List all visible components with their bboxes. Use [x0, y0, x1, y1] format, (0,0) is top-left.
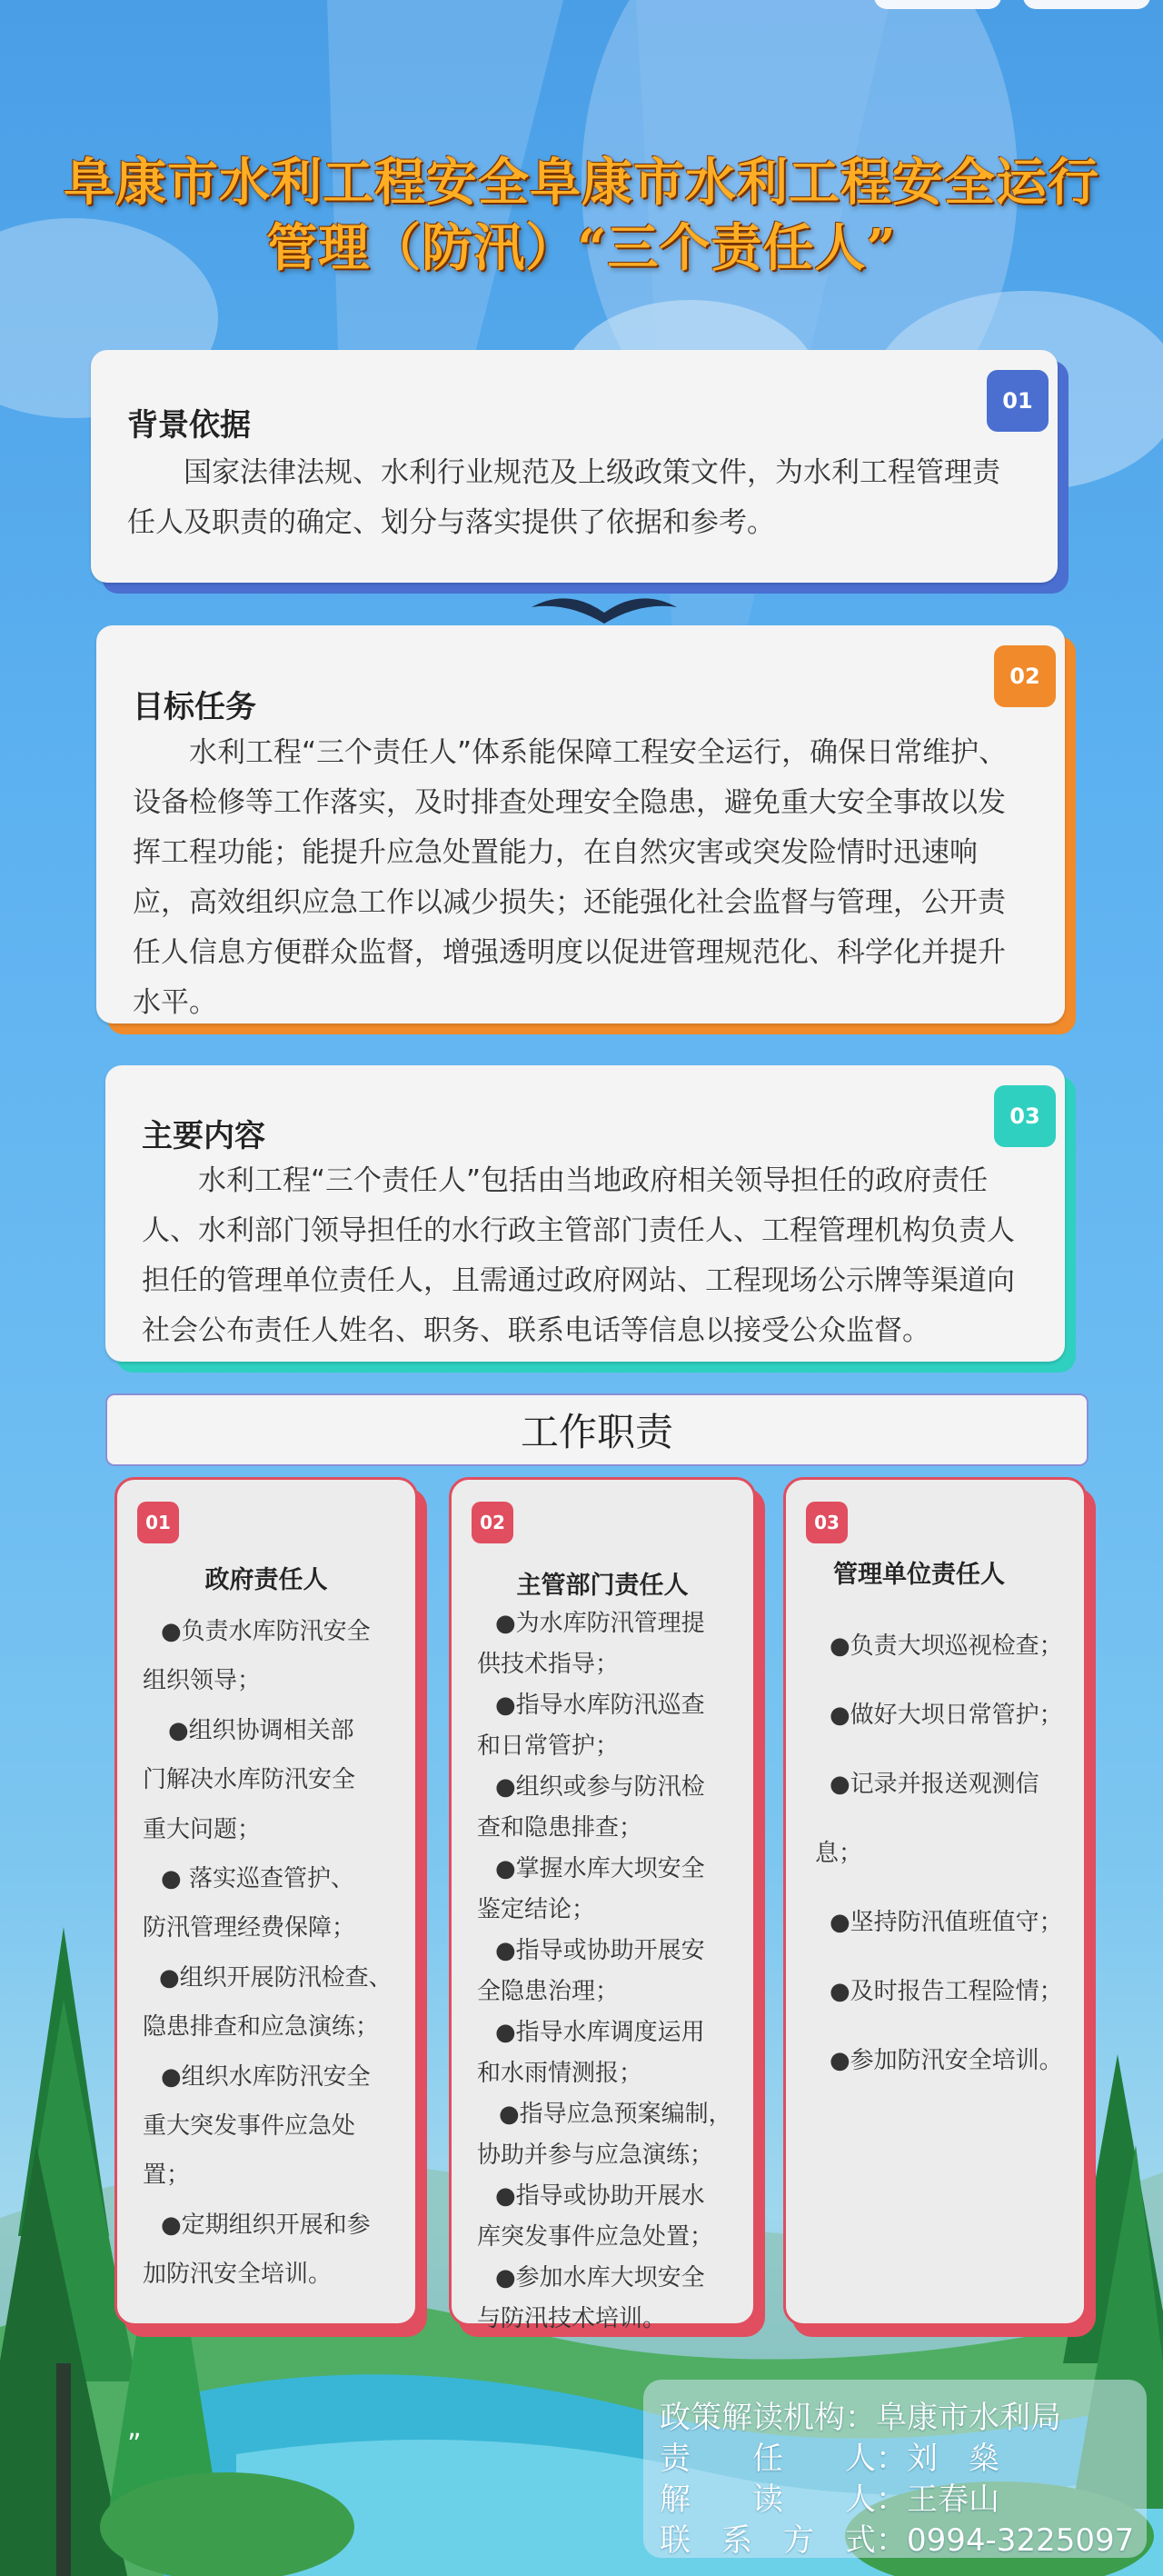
duty-item: ●坚持防汛值班值守； [830, 1909, 1063, 1936]
duty-item: ●指导或协助开展水 [495, 2182, 705, 2210]
section-card-content [105, 1065, 1065, 1362]
section-card-background [91, 350, 1058, 583]
duty-item: ●指导水库调度运用 [495, 2019, 705, 2046]
duty-item: 鉴定结论； [477, 1896, 596, 1923]
duty-item: 和水雨情测报； [477, 2060, 643, 2087]
duty-item: ●为水库防汛管理提 [495, 1610, 705, 1637]
top-pill-right [1023, 0, 1150, 9]
duty-item: ●组织水库防汛安全 [161, 2062, 371, 2091]
column-body [114, 1477, 418, 2326]
duty-item: ●组织或参与防汛检 [495, 1773, 705, 1801]
section-number-badge: 02 [994, 645, 1056, 707]
section-heading: 目标任务 [133, 689, 256, 725]
duty-item: 重大突发事件应急处 [143, 2112, 356, 2141]
duty-item: 与防汛技术培训。 [477, 2305, 667, 2332]
page-title [36, 150, 1127, 281]
duty-item: 门解决水库防汛安全 [143, 1766, 356, 1794]
duty-item: 库突发事件应急处置； [477, 2223, 714, 2251]
footer-reader: 解 读 人：王春山 [660, 2481, 999, 2518]
duty-item: ●参加水库大坝安全 [495, 2264, 705, 2291]
duty-item: 组织领导； [143, 1667, 262, 1695]
duty-item: 防汛管理经费保障； [143, 1914, 356, 1942]
duty-item: 加防汛安全培训。 [143, 2261, 333, 2289]
duty-item: ●掌握水库大坝安全 [495, 1855, 705, 1882]
duty-list [477, 1603, 746, 2340]
duty-item: ●负责水库防汛安全 [161, 1618, 371, 1645]
column-number-badge: 01 [137, 1502, 179, 1543]
duty-item: ●及时报告工程险情； [830, 1978, 1063, 2005]
card-body [105, 1065, 1065, 1362]
duty-item: 和日常管护； [477, 1732, 620, 1760]
footer-responsible: 责 任 人：刘 燊 [660, 2441, 999, 2477]
stray-quote-mark: ” [127, 2429, 142, 2461]
duty-item: ●组织开展防汛检查、 [159, 1963, 393, 1992]
footer-org: 政策解读机构：阜康市水利局 [660, 2400, 1061, 2436]
duty-column-department [449, 1477, 756, 2332]
card-body [96, 625, 1065, 1023]
column-number-badge: 02 [472, 1502, 513, 1543]
top-pill-left [874, 0, 1001, 9]
duty-item: ●记录并报送观测信 [830, 1771, 1039, 1798]
card-body [91, 350, 1058, 583]
section-card-goals [96, 625, 1065, 1023]
column-heading: 管理单位责任人 [833, 1561, 1005, 1589]
bird-icon [532, 598, 677, 624]
title-line-1: 阜康市水利工程安全阜康市水利工程安全运行 [64, 153, 1099, 213]
duty-item: ●参加防汛安全培训。 [830, 2047, 1063, 2074]
duty-item: 查和隐患排查； [477, 1814, 643, 1842]
duty-item: 全隐患治理； [477, 1978, 620, 2005]
duty-list [815, 1612, 1077, 2095]
duty-item: 隐患排查和应急演练； [143, 2013, 380, 2042]
footer-contact: 联 系 方 式：0994-3225097 [660, 2522, 1135, 2559]
section-text: 国家法律法规、水利行业规范及上级政策文件，为水利工程管理责任人及职责的确定、划分与落实提供了依据和参考。 [127, 456, 1000, 539]
section-heading: 主要内容 [142, 1118, 265, 1154]
column-number-badge: 03 [806, 1502, 848, 1543]
duty-column-unit [783, 1477, 1087, 2326]
duty-item: ●指导水库防汛巡查 [495, 1692, 705, 1719]
duty-item: ●做好大坝日常管护； [830, 1702, 1063, 1729]
duty-list [143, 1607, 406, 2300]
column-heading: 主管部门责任人 [516, 1572, 689, 1600]
duty-item: ●指导应急预案编制， [499, 2101, 732, 2128]
duty-item: 息； [815, 1840, 863, 1867]
duty-item: 协助并参与应急演练； [477, 2142, 714, 2169]
duty-item: 置； [143, 2162, 191, 2190]
column-heading: 政府责任人 [204, 1566, 328, 1594]
duty-item: ● 落实巡查管护、 [161, 1865, 354, 1893]
duties-title: 工作职责 [105, 1393, 1088, 1466]
duty-column-government [114, 1477, 418, 2326]
footer-info-panel [643, 2380, 1147, 2558]
duty-item: 供技术指导； [477, 1651, 620, 1678]
duty-item: ●负责大坝巡视检查； [830, 1632, 1063, 1660]
duty-item: 重大问题； [143, 1815, 262, 1843]
duty-item: ●指导或协助开展安 [495, 1937, 705, 1964]
title-line-2: 管理（防汛）“三个责任人” [266, 218, 897, 278]
section-text: 水利工程“三个责任人”体系能保障工程安全运行，确保日常维护、设备检修等工作落实，及时排查处理安全隐患，避免重大安全事故以发挥工程功能；能提升应急处置能力，在自然灾害或突发险情时迅速响应，高效组织应急工作以减少损失；还能强化社会监督与管理，公开责任人信息方便群众监督，增强透明度以促进管理规范化、科学化并提升水平。 [133, 736, 1008, 1019]
column-body [783, 1477, 1087, 2326]
section-text: 水利工程“三个责任人”包括由当地政府相关领导担任的政府责任人、水利部门领导担任的水行政主管部门责任人、工程管理机构负责人担任的管理单位责任人，且需通过政府网站、工程现场公示牌等渠道向社会公布责任人姓名、职务、联系电话等信息以接受公众监督。 [142, 1164, 1015, 1347]
column-body [449, 1477, 756, 2332]
section-number-badge: 03 [994, 1085, 1056, 1147]
duty-item: ●定期组织开展和参 [161, 2211, 371, 2239]
section-heading: 背景依据 [127, 407, 251, 444]
duty-item: ●组织协调相关部 [168, 1716, 354, 1744]
section-number-badge: 01 [987, 370, 1049, 432]
